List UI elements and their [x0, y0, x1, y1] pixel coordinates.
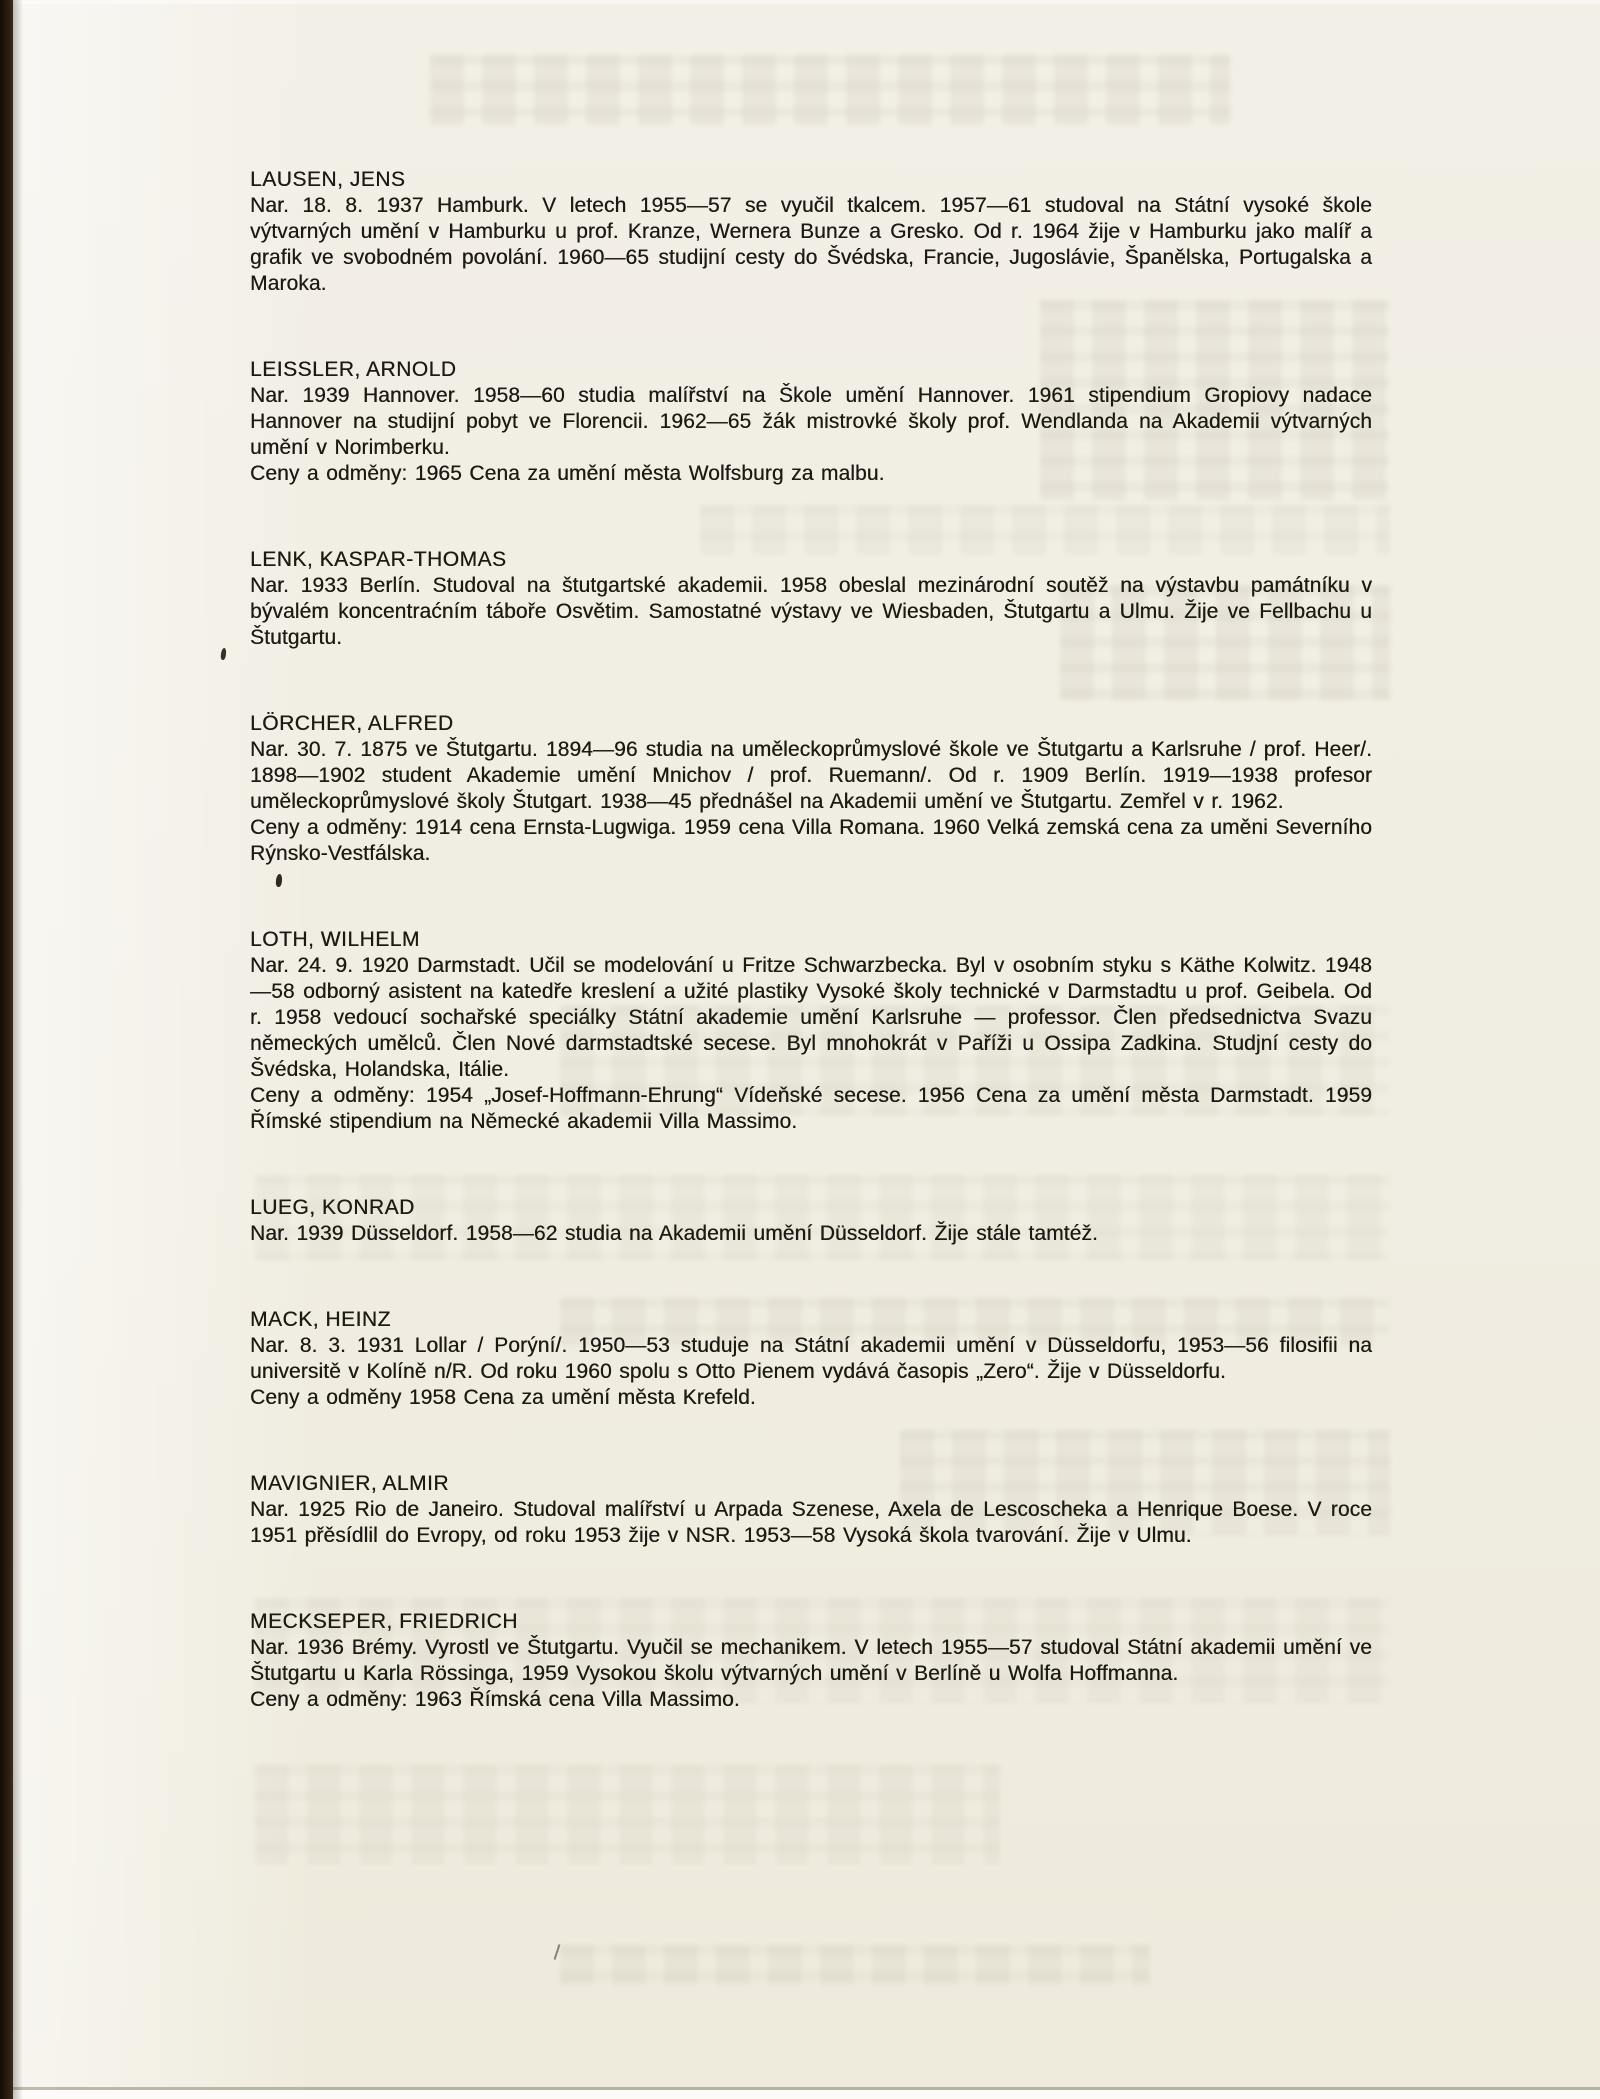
artist-entry	[250, 1471, 1372, 1549]
artist-awards-text: Ceny a odměny 1958 Cena za umění města Krefeld.	[250, 1386, 756, 1409]
artist-name-heading: LOTH, WILHELM	[250, 928, 420, 951]
artist-entry	[250, 547, 1372, 651]
artist-bio-text: Nar. 1939 Düsseldorf. 1958—62 studia na Akademii umění Düsseldorf. Žije stále tamtéž.	[250, 1222, 1098, 1245]
artist-entry	[250, 1307, 1372, 1411]
artist-bio-text: Nar. 1939 Hannover. 1958—60 studia malířství na Škole umění Hannover. 1961 stipendium Gropiovy nadace Hannover na studijní pobyt ve Florencii. 1962—65 žák mistrovké školy prof. Wendlanda na Akademii výtvarných umění v Norimberku.	[250, 384, 1372, 459]
artist-awards-text: Ceny a odměny: 1965 Cena za umění města Wolfsburg za malbu.	[250, 462, 885, 485]
artist-bio-text: Nar. 30. 7. 1875 ve Štutgartu. 1894—96 studia na uměleckoprůmyslové škole ve Štutgartu a Karlsruhe / prof. Heer/. 1898—1902 student Akademie umění Mnichov / prof. Ruemann/. Od r. 1909 Berlín. 1919—1938 profesor uměleckoprůmyslové školy Štutgart. 1938—45 přednášel na Akademii umění ve Štutgartu. Zemřel v r. 1962.	[250, 738, 1372, 813]
artist-name-heading: MAVIGNIER, ALMIR	[250, 1472, 449, 1495]
artist-name-heading: MECKSEPER, FRIEDRICH	[250, 1610, 518, 1633]
artist-entries	[250, 167, 1372, 1773]
artist-bio-text: Nar. 8. 3. 1931 Lollar / Porýní/. 1950—53 studuje na Státní akademii umění v Düsseldorfu, 1953—56 filosifii na universitě v Kolíně n/R. Od roku 1960 spolu s Otto Pienem vydává časopis „Zero“. Žije v Düsseldorfu.	[250, 1334, 1372, 1383]
artist-awards-text: Ceny a odměny: 1963 Římská cena Villa Massimo.	[250, 1688, 740, 1711]
artist-name-heading: LEISSLER, ARNOLD	[250, 358, 457, 381]
bleedthrough-artifact	[255, 1765, 1000, 1865]
ink-speck	[220, 648, 227, 661]
artist-entry	[250, 711, 1372, 867]
artist-awards-text: Ceny a odměny: 1914 cena Ernsta-Lugwiga. 1959 cena Villa Romana. 1960 Velká zemská cena za uměni Severního Rýnsko-Vestfálska.	[250, 816, 1372, 865]
artist-awards-text: Ceny a odměny: 1954 „Josef-Hoffmann-Ehrung“ Vídeňské secese. 1956 Cena za umění města Darmstadt. 1959 Římské stipendium na Německé akademii Villa Massimo.	[250, 1084, 1372, 1133]
artist-entry	[250, 1195, 1372, 1247]
artist-entry	[250, 167, 1372, 297]
scan-edge-left-shadow	[13, 0, 23, 2099]
artist-name-heading: MACK, HEINZ	[250, 1308, 391, 1331]
bleedthrough-artifact	[560, 1945, 1150, 1985]
artist-entry	[250, 357, 1372, 487]
artist-bio-text: Nar. 1925 Rio de Janeiro. Studoval malířství u Arpada Szenese, Axela de Lescoscheka a Henrique Boese. V roce 1951 přěsídlil do Evropy, od roku 1953 žije v NSR. 1953—58 Vysoká škola tvarování. Žije v Ulmu.	[250, 1498, 1372, 1547]
bleedthrough-artifact	[430, 55, 1230, 125]
artist-bio-text: Nar. 1936 Brémy. Vyrostl ve Štutgartu. Vyučil se mechanikem. V letech 1955—57 studoval Státní akademii umění ve Štutgartu u Karla Rössinga, 1959 Vysokou školu výtvarných umění v Berlíně u Wolfa Hoffmanna.	[250, 1636, 1372, 1685]
artist-bio-text: Nar. 18. 8. 1937 Hamburk. V letech 1955—57 se vyučil tkalcem. 1957—61 studoval na Státní vysoké škole výtvarných umění v Hamburku u prof. Kranze, Wernera Bunze a Gresko. Od r. 1964 žije v Hamburku jako malíř a grafik ve svobodném povolání. 1960—65 studijní cesty do Švédska, Francie, Jugoslávie, Španělska, Portugalska a Maroka.	[250, 194, 1372, 295]
scan-edge-top	[0, 0, 1600, 4]
scan-edge-bottom	[0, 2090, 1600, 2099]
artist-bio-text: Nar. 1933 Berlín. Studoval na štutgartské akademii. 1958 obeslal mezinárodní soutěž na výstavbu památníku v bývalém koncentraćním táboře Osvětim. Samostatné výstavy ve Wiesbaden, Štutgartu a Ulmu. Žije ve Fellbachu u Štutgartu.	[250, 574, 1372, 649]
artist-name-heading: LAUSEN, JENS	[250, 168, 406, 191]
artist-name-heading: LÖRCHER, ALFRED	[250, 712, 454, 735]
artist-name-heading: LENK, KASPAR-THOMAS	[250, 548, 507, 571]
artist-bio-text: Nar. 24. 9. 1920 Darmstadt. Učil se modelování u Fritze Schwarzbecka. Byl v osobním styku s Käthe Kolwitz. 1948—58 odborný asistent na katedře kreslení a užité plastiky Vysoké školy technické v Darmstadtu u prof. Geibela. Od r. 1958 vedoucí sochařské speciálky Státní akademie umění Karlsruhe — professor. Člen předsednictva Svazu německých umělců. Člen Nové darmstadtské secese. Byl mnohokrát v Paříži u Ossipa Zadkina. Studjní cesty do Švédska, Holandska, Itálie.	[250, 954, 1372, 1081]
ink-speck	[554, 1944, 561, 1960]
artist-name-heading: LUEG, KONRAD	[250, 1196, 415, 1219]
artist-entry	[250, 927, 1372, 1135]
artist-entry	[250, 1609, 1372, 1713]
scan-edge-left	[0, 0, 13, 2099]
